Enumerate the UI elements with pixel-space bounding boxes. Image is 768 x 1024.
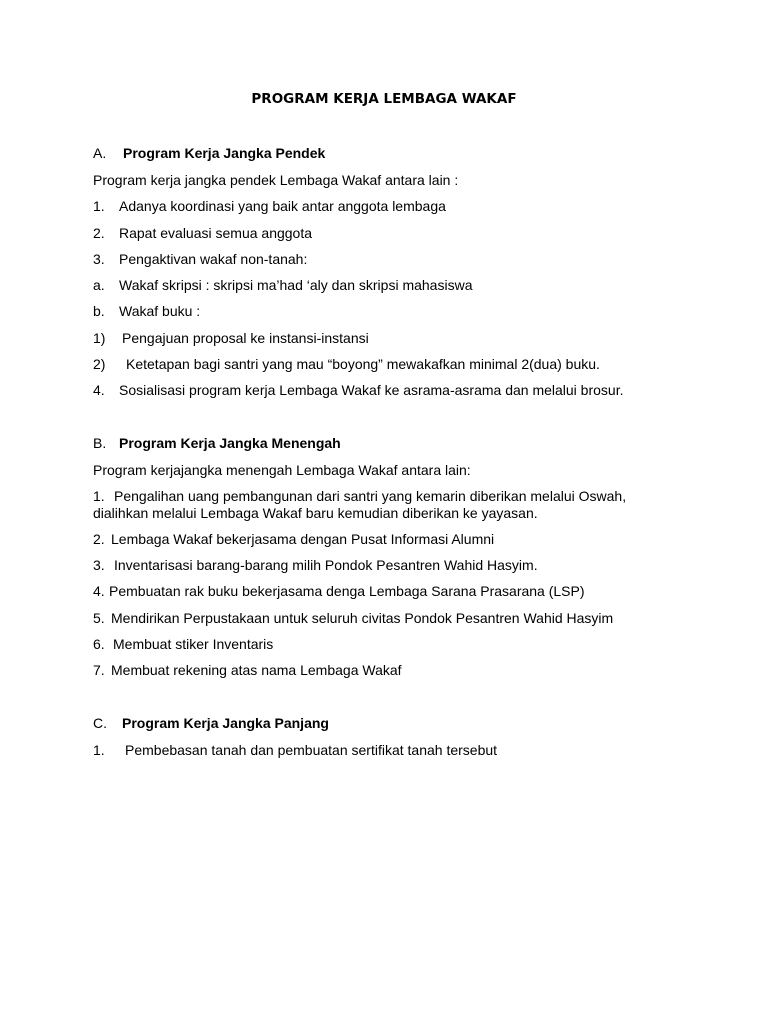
list-item-text: Pengajuan proposal ke instansi-instansi xyxy=(122,330,369,346)
list-item-number: 2. xyxy=(93,531,105,547)
list-item-text: Adanya koordinasi yang baik antar anggota lembaga xyxy=(119,198,446,214)
list-item-number: 1. xyxy=(93,198,105,214)
section-b-intro: Program kerjajangka menengah Lembaga Wakaf antara lain: xyxy=(93,462,471,478)
list-item-text: Pembebasan tanah dan pembuatan sertifikat tanah tersebut xyxy=(125,742,498,758)
list-item-number: 4. xyxy=(93,583,105,599)
list-item xyxy=(93,662,402,679)
list-item xyxy=(93,303,200,320)
list-item xyxy=(93,742,497,759)
list-item-number: 2. xyxy=(93,225,105,241)
list-item xyxy=(93,251,307,268)
list-item-number: b. xyxy=(93,303,105,319)
list-item-number: 6. xyxy=(93,636,105,652)
list-item-text: Inventarisasi barang-barang milih Pondok Pesantren Wahid Hasyim. xyxy=(114,557,538,573)
list-item xyxy=(93,382,623,399)
list-item-number: 3. xyxy=(93,251,105,267)
section-b-heading xyxy=(93,435,341,452)
list-item xyxy=(93,225,312,242)
list-item-text: Rapat evaluasi semua anggota xyxy=(119,225,313,241)
list-item-number: 1. xyxy=(93,742,105,758)
list-item xyxy=(93,583,585,600)
list-item-text: Lembaga Wakaf bekerjasama dengan Pusat Informasi Alumni xyxy=(111,531,495,547)
list-item-number: a. xyxy=(93,277,105,293)
list-item xyxy=(93,557,538,574)
list-item-number: 2) xyxy=(93,356,106,372)
list-item-text: Pembuatan rak buku bekerjasama denga Lembaga Sarana Prasarana (LSP) xyxy=(109,583,585,599)
list-item xyxy=(93,277,472,294)
list-item-text: Membuat stiker Inventaris xyxy=(113,636,274,652)
list-item-number: 1. xyxy=(93,488,105,504)
list-item xyxy=(93,198,446,215)
list-item xyxy=(93,330,369,347)
list-item-text: Mendirikan Perpustakaan untuk seluruh civitas Pondok Pesantren Wahid Hasyim xyxy=(111,610,614,626)
section-c-title: Program Kerja Jangka Panjang xyxy=(122,715,329,731)
list-item-text: Pengaktivan wakaf non-tanah: xyxy=(119,251,308,267)
list-item-text: Ketetapan bagi santri yang mau “boyong” mewakafkan minimal 2(dua) buku. xyxy=(126,356,600,372)
list-item-number: 3. xyxy=(93,557,105,573)
section-b-letter: B. xyxy=(93,435,107,451)
list-item-text: Wakaf skripsi : skripsi ma’had ‘aly dan skripsi mahasiswa xyxy=(119,277,473,293)
list-item xyxy=(93,356,600,373)
document-title: PROGRAM KERJA LEMBAGA WAKAF xyxy=(251,91,517,107)
section-a-heading xyxy=(93,145,325,162)
list-item-number: 7. xyxy=(93,662,105,678)
section-a-title: Program Kerja Jangka Pendek xyxy=(123,145,326,161)
list-item-number: 5. xyxy=(93,610,105,626)
list-item xyxy=(93,610,613,627)
list-item-text: Sosialisasi program kerja Lembaga Wakaf ke asrama-asrama dan melalui brosur. xyxy=(119,382,624,398)
list-item-continuation: dialihkan melalui Lembaga Wakaf baru kemudian diberikan ke yayasan. xyxy=(93,505,538,521)
list-item xyxy=(93,488,626,505)
list-item-number: 1) xyxy=(93,330,106,346)
list-item-text: Membuat rekening atas nama Lembaga Wakaf xyxy=(111,662,402,678)
section-a-letter: A. xyxy=(93,145,107,161)
section-c-letter: C. xyxy=(93,715,107,731)
list-item xyxy=(93,636,273,653)
list-item-text: Wakaf buku : xyxy=(119,303,201,319)
list-item-text: Pengalihan uang pembangunan dari santri yang kemarin diberikan melalui Oswah, xyxy=(114,488,627,504)
list-item xyxy=(93,531,494,548)
section-a-intro: Program kerja jangka pendek Lembaga Wakaf antara lain : xyxy=(93,172,459,188)
list-item-number: 4. xyxy=(93,382,105,398)
section-c-heading xyxy=(93,715,329,732)
section-b-title: Program Kerja Jangka Menengah xyxy=(119,435,341,451)
